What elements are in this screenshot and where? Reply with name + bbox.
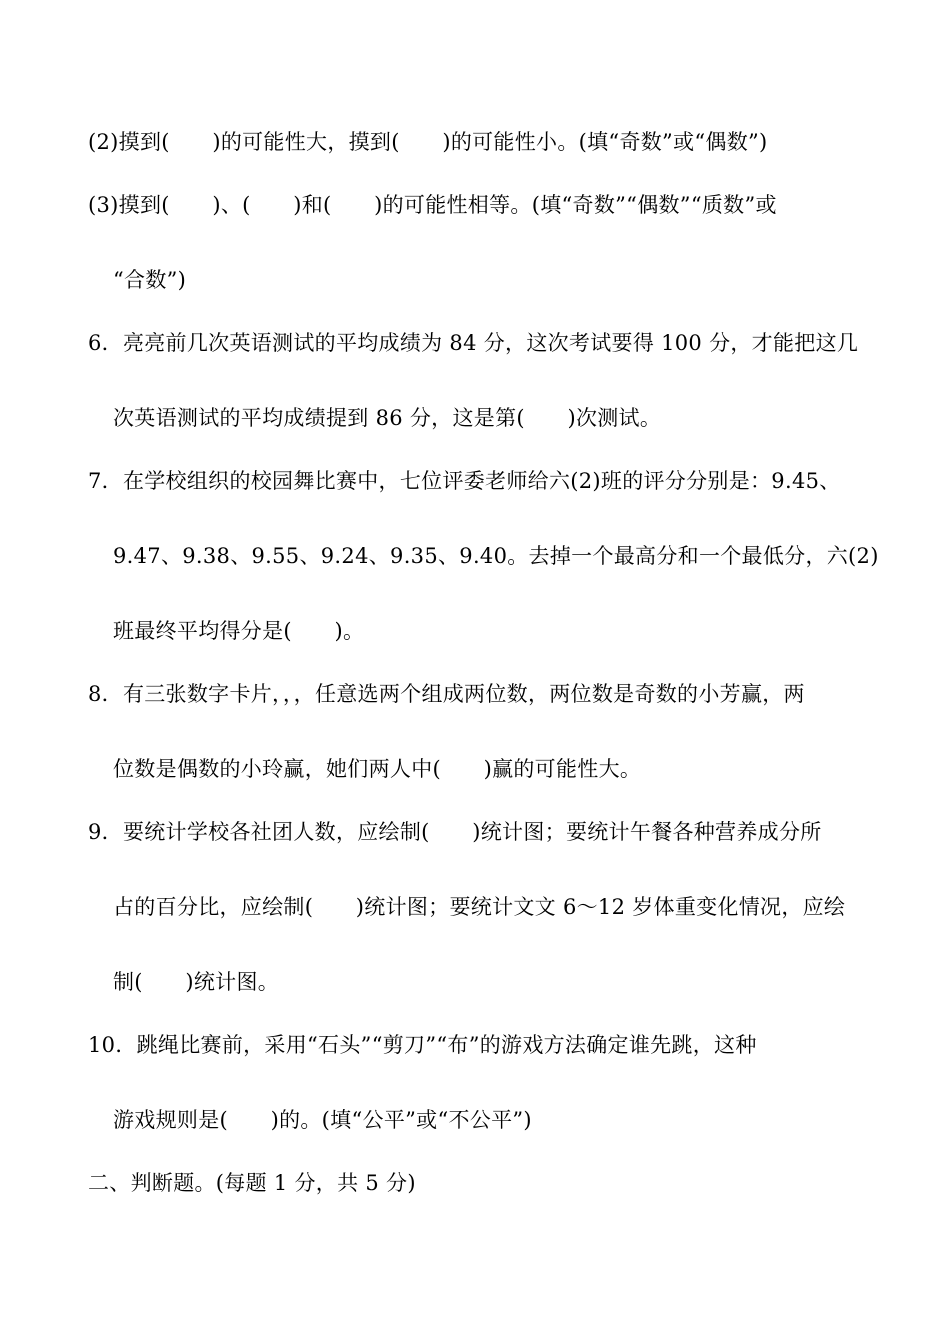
question-9: 9．要统计学校各社团人数，应绘制( )统计图；要统计午餐各种营养成分所 bbox=[88, 820, 822, 844]
question-8: 8．有三张数字卡片，，，任意选两个组成两位数，两位数是奇数的小芳赢，两 bbox=[88, 682, 805, 706]
question-10: 10．跳绳比赛前，采用“石头”“剪刀”“布”的游戏方法确定谁先跳，这种 bbox=[88, 1033, 757, 1057]
question-6: 6．亮亮前几次英语测试的平均成绩为 84 分，这次考试要得 100 分，才能把这几 bbox=[88, 331, 859, 355]
section-heading-true-false: 二、判断题。(每题 1 分，共 5 分) bbox=[88, 1171, 416, 1195]
question-9-continued-2: 制( )统计图。 bbox=[113, 970, 280, 994]
question-9-continued-1: 占的百分比，应绘制( )统计图；要统计文文 6～12 岁体重变化情况，应绘 bbox=[113, 895, 846, 919]
question-7: 7．在学校组织的校园舞比赛中，七位评委老师给六(2)班的评分分别是：9.45、 bbox=[88, 469, 841, 493]
question-7-continued-1: 9.47、9.38、9.55、9.24、9.35、9.40。去掉一个最高分和一个最低分，六(2) bbox=[113, 544, 879, 568]
question-5-part-2: (2)摸到( )的可能性大，摸到( )的可能性小。(填“奇数”或“偶数”) bbox=[88, 130, 768, 154]
question-5-part-3-continued: “合数”) bbox=[113, 268, 187, 292]
question-5-part-3: (3)摸到( )、( )和( )的可能性相等。(填“奇数”“偶数”“质数”或 bbox=[88, 193, 777, 217]
question-10-continued: 游戏规则是( )的。(填“公平”或“不公平”) bbox=[113, 1108, 532, 1132]
question-7-continued-2: 班最终平均得分是( )。 bbox=[113, 619, 365, 643]
question-8-continued: 位数是偶数的小玲赢，她们两人中( )赢的可能性大。 bbox=[113, 757, 642, 781]
question-6-continued: 次英语测试的平均成绩提到 86 分，这是第( )次测试。 bbox=[113, 406, 662, 430]
